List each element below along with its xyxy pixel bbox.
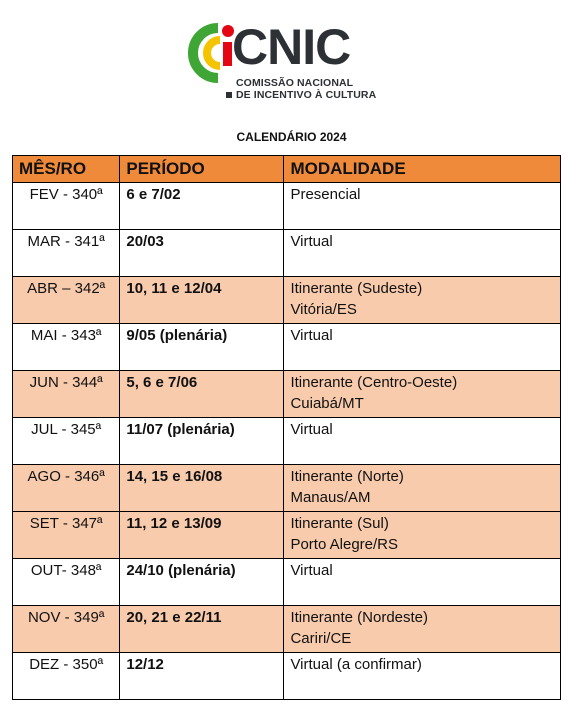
logo-subtitle-line2: DE INCENTIVO À CULTURA bbox=[226, 89, 376, 101]
cell-month: MAR - 341ª bbox=[13, 230, 120, 277]
mode-line: Itinerante (Nordeste) bbox=[290, 609, 429, 626]
table-row bbox=[13, 653, 561, 700]
cell-month: MAI - 343ª bbox=[13, 324, 120, 371]
logo-subtitle bbox=[226, 77, 376, 101]
cell-mode bbox=[284, 324, 561, 371]
mode-location-line: Manaus/AM bbox=[290, 489, 371, 506]
calendar-title: CALENDÁRIO 2024 bbox=[236, 130, 347, 144]
cell-period: 10, 11 e 12/04 bbox=[120, 277, 284, 324]
cell-mode bbox=[284, 465, 561, 512]
mode-line: Itinerante (Sul) bbox=[290, 515, 389, 532]
table-row bbox=[13, 324, 561, 371]
table-row bbox=[13, 465, 561, 512]
cell-period: 6 e 7/02 bbox=[120, 183, 284, 230]
cell-mode bbox=[284, 183, 561, 230]
cell-month: SET - 347ª bbox=[13, 512, 120, 559]
cell-period: 11, 12 e 13/09 bbox=[120, 512, 284, 559]
logo-subtitle-line1: COMISSÃO NACIONAL bbox=[236, 77, 354, 89]
mode-line: Virtual bbox=[290, 233, 333, 250]
mode-location-line: Vitória/ES bbox=[290, 301, 357, 318]
table-row bbox=[13, 277, 561, 324]
cell-month: NOV - 349ª bbox=[13, 606, 120, 653]
square-bullet-icon bbox=[226, 92, 232, 98]
cell-period: 20/03 bbox=[120, 230, 284, 277]
mode-line: Virtual bbox=[290, 327, 333, 344]
cell-mode bbox=[284, 230, 561, 277]
cell-month: ABR – 342ª bbox=[13, 277, 120, 324]
calendar-table-body bbox=[13, 183, 561, 700]
calendar-table bbox=[12, 155, 561, 700]
cell-mode bbox=[284, 606, 561, 653]
cell-month: OUT- 348ª bbox=[13, 559, 120, 606]
cell-period: 12/12 bbox=[120, 653, 284, 700]
mode-location-line: Cariri/CE bbox=[290, 630, 352, 647]
cell-month: JUL - 345ª bbox=[13, 418, 120, 465]
cell-period: 11/07 (plenária) bbox=[120, 418, 284, 465]
mode-line: Presencial bbox=[290, 186, 361, 203]
mode-line: Itinerante (Norte) bbox=[290, 468, 404, 485]
cell-mode bbox=[284, 371, 561, 418]
mode-line: Virtual (a confirmar) bbox=[290, 656, 422, 673]
cell-period: 20, 21 e 22/11 bbox=[120, 606, 284, 653]
cell-mode bbox=[284, 653, 561, 700]
table-row bbox=[13, 230, 561, 277]
mode-line: Itinerante (Centro-Oeste) bbox=[290, 374, 458, 391]
cell-period: 9/05 (plenária) bbox=[120, 324, 284, 371]
table-row bbox=[13, 371, 561, 418]
cell-mode bbox=[284, 277, 561, 324]
cell-period: 24/10 (plenária) bbox=[120, 559, 284, 606]
table-header-row bbox=[13, 156, 561, 183]
header-month: MÊS/RO bbox=[13, 156, 120, 183]
cell-month: JUN - 344ª bbox=[13, 371, 120, 418]
header-period: PERÍODO bbox=[120, 156, 284, 183]
cell-period: 5, 6 e 7/06 bbox=[120, 371, 284, 418]
header-mode: MODALIDADE bbox=[284, 156, 561, 183]
cell-month: FEV - 340ª bbox=[13, 183, 120, 230]
table-row bbox=[13, 512, 561, 559]
table-row bbox=[13, 606, 561, 653]
cell-month: AGO - 346ª bbox=[13, 465, 120, 512]
table-row bbox=[13, 418, 561, 465]
mode-location-line: Cuiabá/MT bbox=[290, 395, 364, 412]
mode-line: Itinerante (Sudeste) bbox=[290, 280, 423, 297]
table-row bbox=[13, 559, 561, 606]
mode-line: Virtual bbox=[290, 562, 333, 579]
cell-mode bbox=[284, 512, 561, 559]
table-row bbox=[13, 183, 561, 230]
cell-month: DEZ - 350ª bbox=[13, 653, 120, 700]
mode-location-line: Porto Alegre/RS bbox=[290, 536, 399, 553]
cell-mode bbox=[284, 559, 561, 606]
cnic-logo bbox=[188, 18, 388, 104]
logo-wordmark: CNIC bbox=[232, 19, 351, 75]
cell-period: 14, 15 e 16/08 bbox=[120, 465, 284, 512]
mode-line: Virtual bbox=[290, 421, 333, 438]
cell-mode bbox=[284, 418, 561, 465]
